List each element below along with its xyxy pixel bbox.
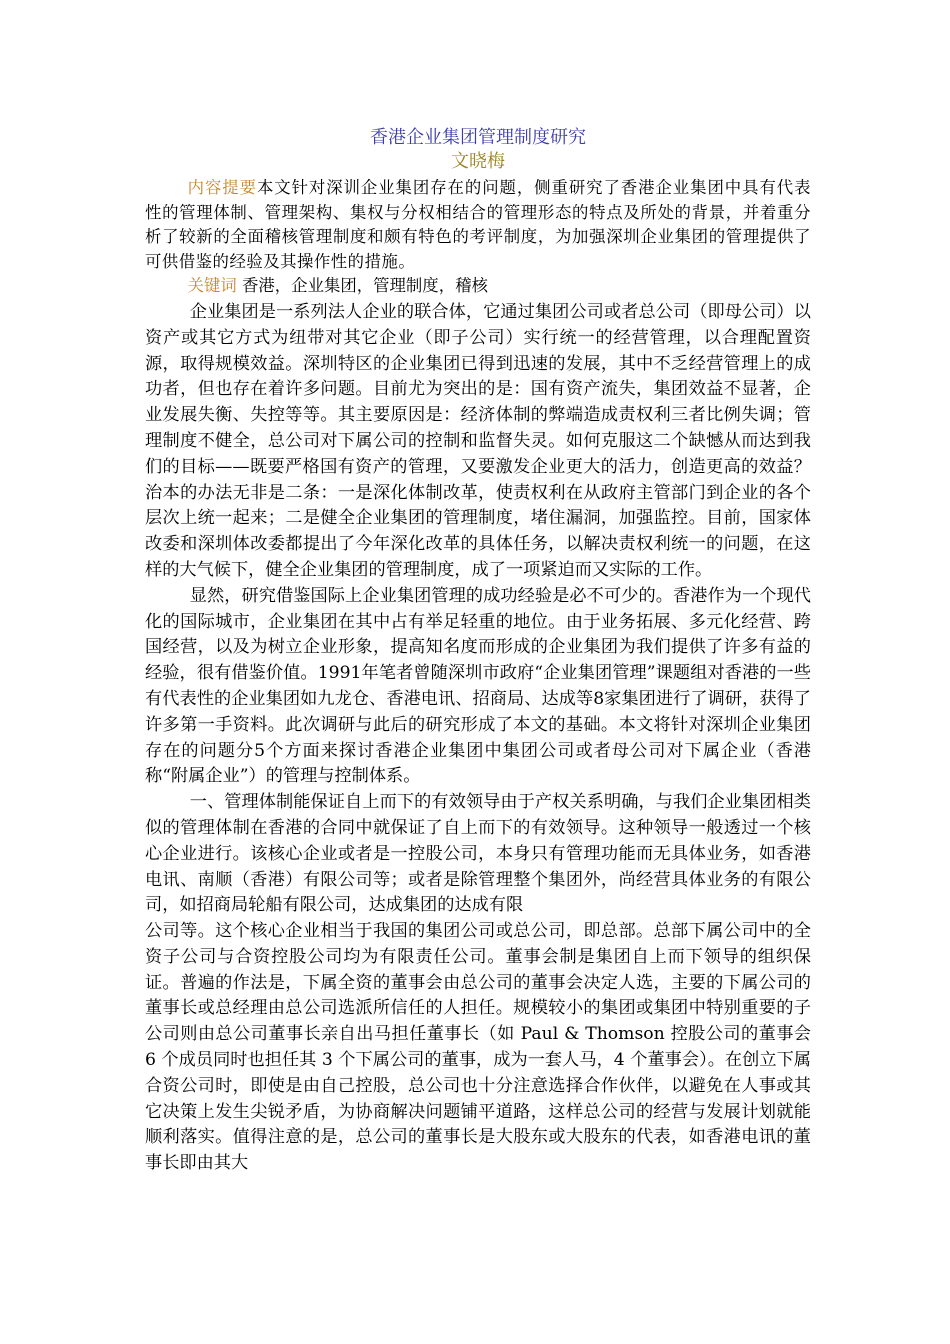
keywords [145,274,811,299]
body-paragraph: 显然，研究借鉴国际上企业集团管理的成功经验是必不可少的。香港作为一个现代化的国际城市，企业集团在其中占有举足轻重的地位。由于业务拓展、多元化经营、跨国经营，以及为树立企业形象，提高知名度而形成的企业集团为我们提供了许多有益的经验，很有借鉴价值。1991年笔者曾随深圳市政府“企业集团管理”课题组对香港的一些有代表性的企业集团如九龙仓、香港电讯、招商局、达成等8家集团进行了调研，获得了许多第一手资料。此次调研与此后的研究形成了本文的基础。本文将针对深圳企业集团存在的问题分5个方面来探讨香港企业集团中集团公司或者母公司对下属企业（香港称“附属企业”）的管理与控制体系。 [145,585,811,787]
body-paragraph: 公司等。这个核心企业相当于我国的集团公司或总公司，即总部。总部下属公司中的全资子公司与合资控股公司均为有限责任公司。董事会制是集团自上而下领导的组织保证。普遍的作法是，下属全资的董事会由总公司的董事会决定人选，主要的下属公司的董事长或总经理由总公司选派所信任的人担任。规模较小的集团或集团中特别重要的子公司则由总公司董事长亲自出马担任董事长（如 Paul & Thomson 控股公司的董事会 6 个成员同时也担任其 3 个下属公司的董事，成为一套人马，4 个董事会）。在创立下属合资公司时，即使是由自己控股，总公司也十分注意选择合作伙伴，以避免在人事或其它决策上发生尖锐矛盾，为协商解决问题铺平道路，这样总公司的经营与发展计划就能顺利落实。值得注意的是，总公司的董事长是大股东或大股东的代表，如香港电讯的董事长即由其大 [145,921,811,1174]
body-paragraph: 企业集团是一系列法人企业的联合体，它通过集团公司或者总公司（即母公司）以资产或其它方式为纽带对其它企业（即子公司）实行统一的经营管理，以合理配置资源，取得规模效益。深圳特区的企业集团已得到迅速的发展，其中不乏经营管理上的成功者，但也存在着许多问题。目前尤为突出的是：国有资产流失，集团效益不显著，企业发展失衡、失控等等。其主要原因是：经济体制的弊端造成责权利三者比例失调；管理制度不健全，总公司对下属公司的控制和监督失灵。如何克服这二个缺憾从而达到我们的目标——既要严格国有资产的管理，又要激发企业更大的活力，创造更高的效益？治本的办法无非是二条：一是深化体制改革，使责权利在从政府主管部门到企业的各个层次上统一起来；二是健全企业集团的管理制度，堵住漏洞，加强监控。目前，国家体改委和深圳体改委都提出了今年深化改革的具体任务，以解决责权利统一的问题，在这样的大气候下，健全企业集团的管理制度，成了一项紧迫而又实际的工作。 [145,301,811,580]
abstract-label: 内容提要 [187,178,257,197]
abstract-text: 本文针对深训企业集团存在的问题，侧重研究了香港企业集团中具有代表性的管理体制、管理架构、集权与分权相结合的管理形态的特点及所处的背景，并着重分析了较新的全面稽核管理制度和颇有特色的考评制度，为加强深圳企业集团的管理提供了可供借鉴的经验及其操作性的措施。 [145,178,811,271]
document-body [145,126,811,1177]
keywords-label: 关键词 [187,276,237,296]
keywords-text: 香港，企业集团，管理制度，稽核 [236,276,488,296]
body-paragraph: 一、管理体制能保证自上而下的有效领导由于产权关系明确，与我们企业集团相类似的管理体制在香港的合同中就保证了自上而下的有效领导。这种领导一般透过一个核心企业进行。该核心企业或者是一控股公司，本身只有管理功能而无具体业务，如香港电讯、南顺（香港）有限公司等；或者是除管理整个集团外，尚经营具体业务的有限公司，如招商局轮船有限公司，达成集团的达成有限 [145,792,811,916]
author-name: 文晓梅 [451,151,505,172]
abstract [145,176,811,274]
document-title: 香港企业集团管理制度研究 [370,127,586,148]
